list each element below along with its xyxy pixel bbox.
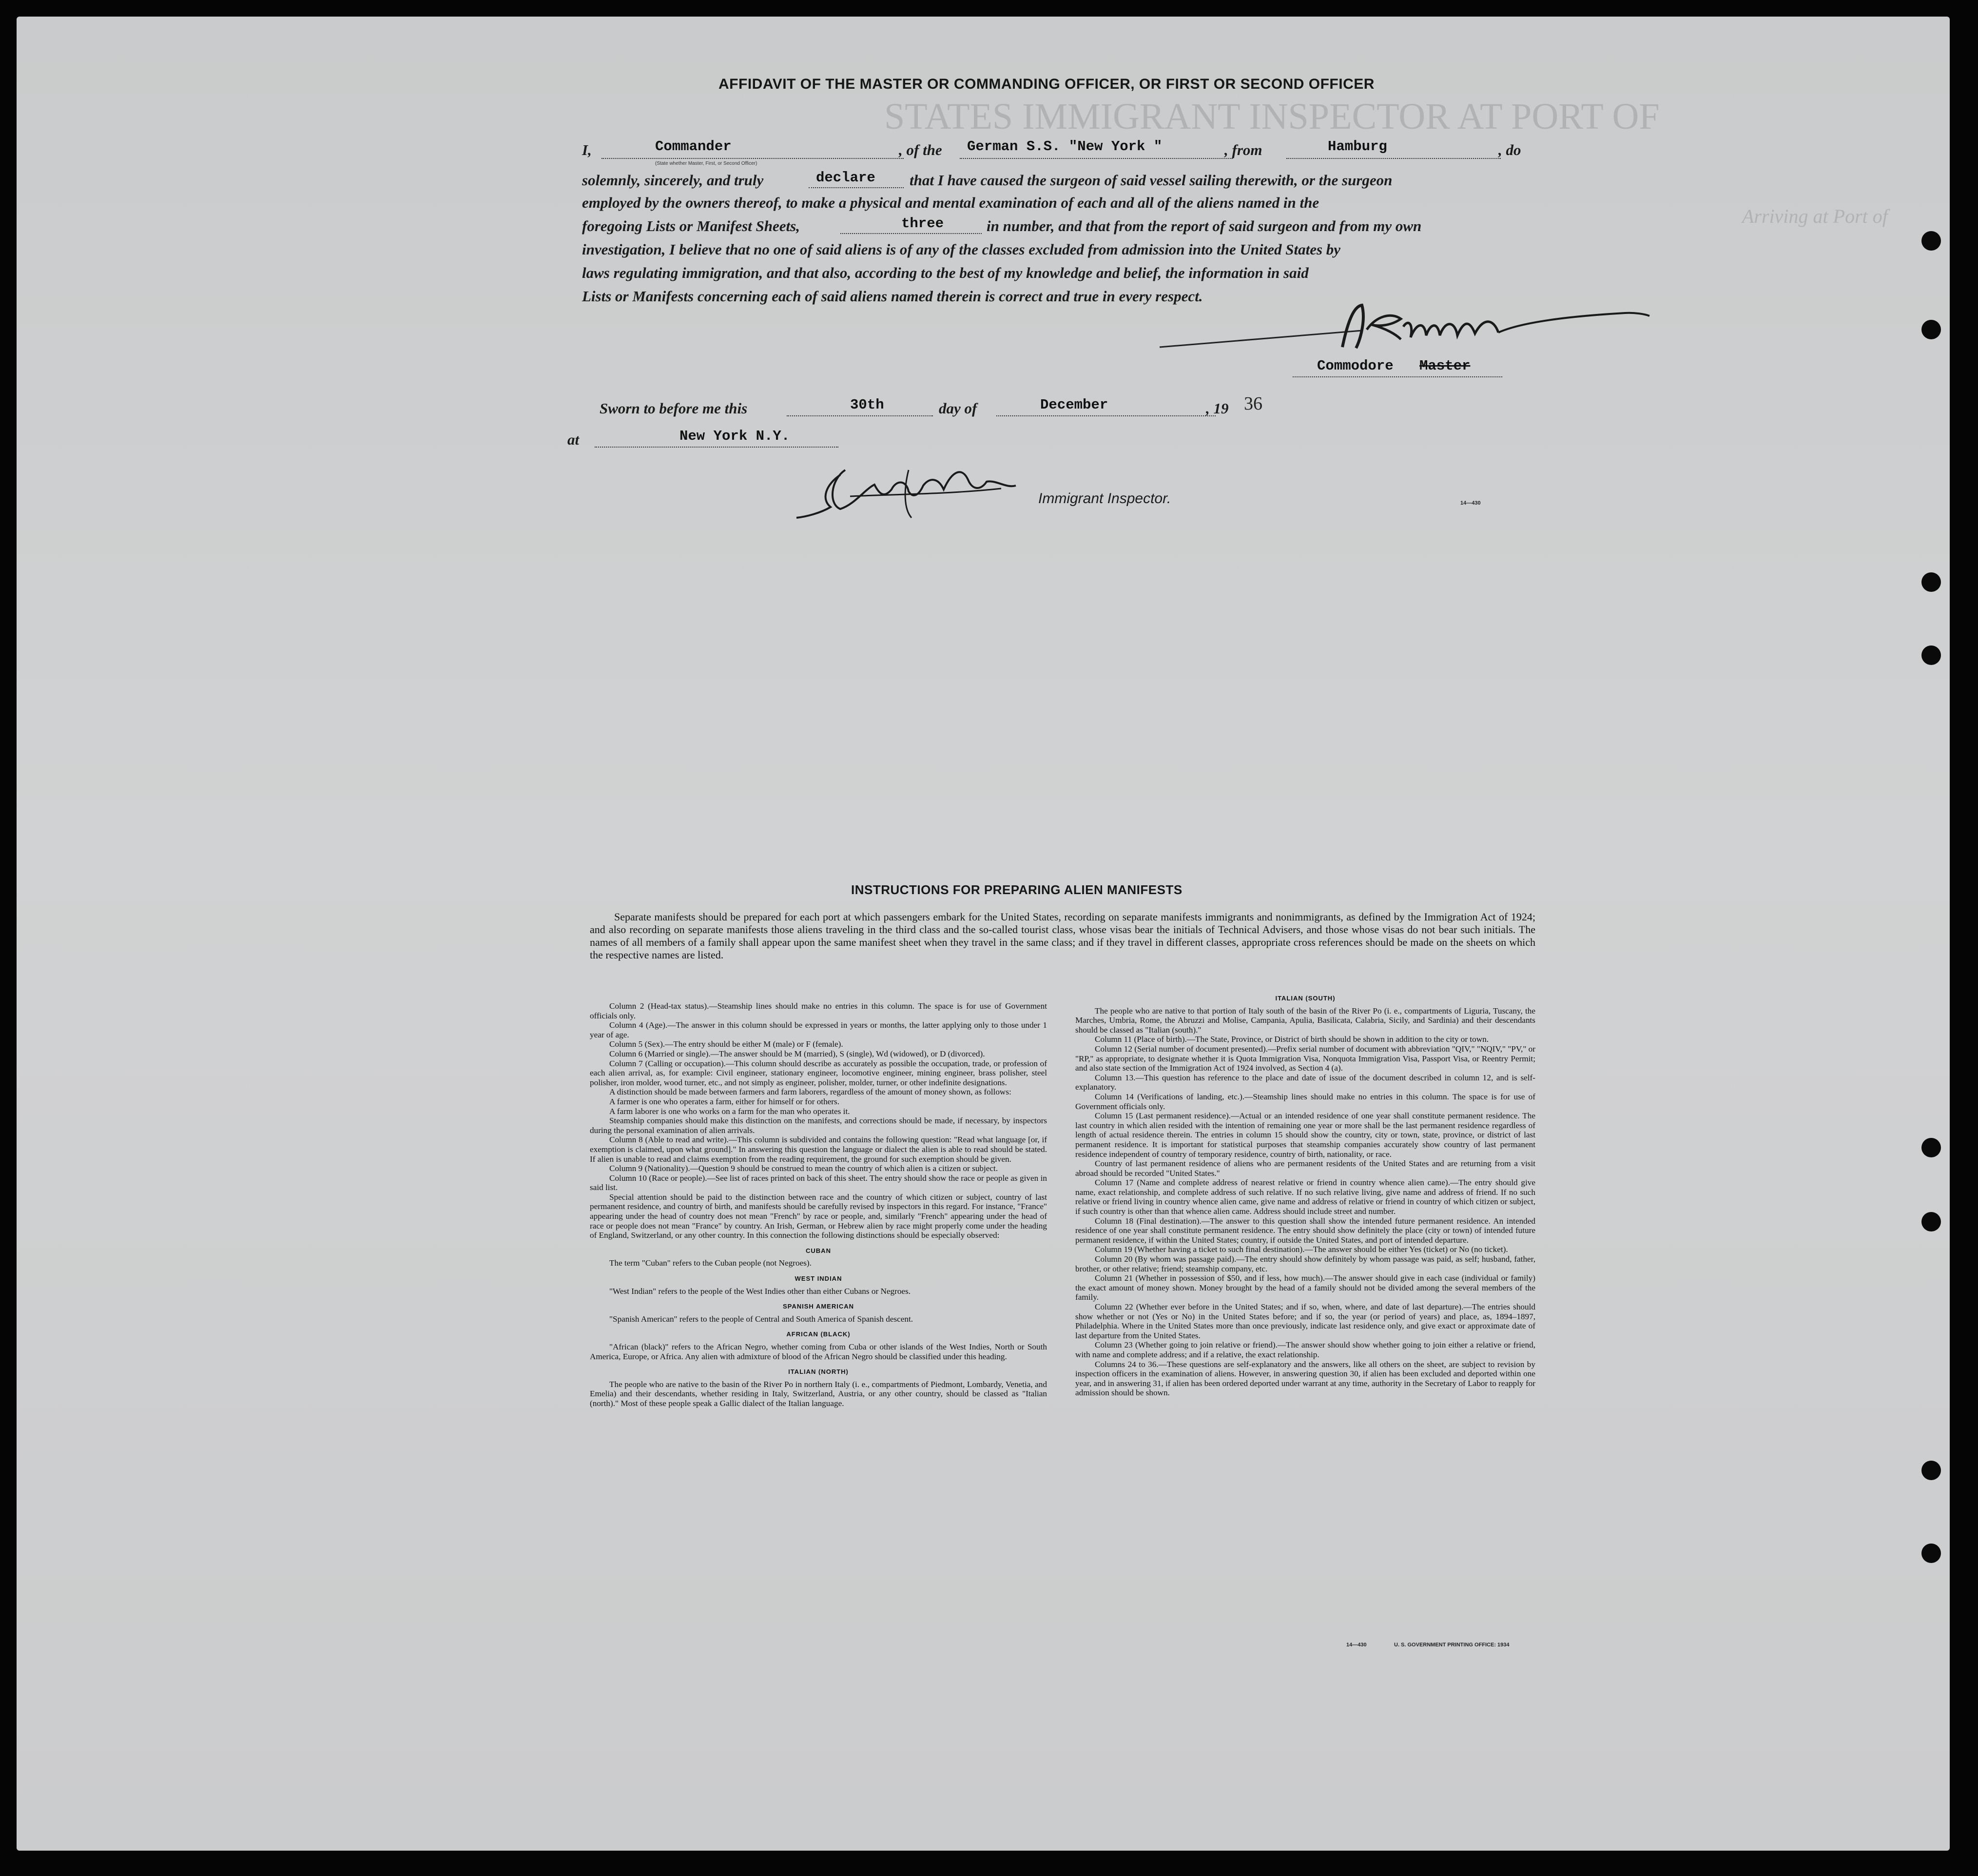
col-21-text: Column 21 (Whether in possession of $50, and if less, how much).—The answer should give in each case (individual or family) the exact amount of money shown. Money brought by the head of a family should not be divided among the several members of the family. (1075, 1273, 1535, 1302)
col-13-text: Column 13.—This question has reference to the place and date of issue of the document described in column 12, and is self-explanatory. (1075, 1073, 1535, 1092)
col-12-text: Column 12 (Serial number of document presented).—Prefix serial number of document with abbreviation "QIV," "NQIV," "PV," or "RP," as appropriate, to designate whether it is Quota Immigration Visa, Nonquota Immigration Visa, Passport Visa, or Reentry Permit; and also state section of the Immigration Act of 1924 involved, as Section 4 (a). (1075, 1044, 1535, 1073)
master-signature (1157, 299, 1654, 353)
sworn-place: New York N.Y. (679, 428, 790, 444)
from-label: , from (1224, 141, 1262, 158)
west-indian-heading: WEST INDIAN (795, 1275, 842, 1283)
col-9-text: Column 9 (Nationality).—Question 9 should be construed to mean the country of which alien is a citizen or subject. (609, 1164, 998, 1173)
cuban-heading: CUBAN (806, 1247, 831, 1254)
sheets-count: three (901, 215, 944, 232)
col-4-text: Column 4 (Age).—The answer in this column should be expressed in years or months, the latter applying only to those under 1 year of age. (590, 1020, 1047, 1039)
col-15-text: Column 15 (Last permanent residence).—Actual or an intended residence of one year shall constitute permanent residence. The last country in which alien resided with the intention of remaining one year or more shall be the last permanent residence regardless of length of actual residence therein. The entries in column 15 should show the country, city or town, state, province, or district of last permanent residence. It is important for statistical purposes that steamship companies accurately show country of last permanent residence independent of country of temporary residence, country of birth, nationality, or race. (1075, 1111, 1535, 1159)
affidavit-line-4-start: foregoing Lists or Manifest Sheets, (582, 217, 800, 234)
cuban-text: The term "Cuban" refers to the Cuban people (not Negroes). (609, 1258, 812, 1268)
col-10-text: Column 10 (Race or people).—See list of races printed on back of this sheet. The entry should show the race or people as given in said list. (590, 1173, 1047, 1192)
country-last-residence-text: Country of last permanent residence of aliens who are permanent residents of the United States and are returning from a visit abroad should be recorded "United States." (1075, 1159, 1535, 1178)
affidavit-title: AFFIDAVIT OF THE MASTER OR COMMANDING OFFICER, OR FIRST OR SECOND OFFICER (718, 76, 1375, 92)
bleed-through-header: STATES IMMIGRANT INSPECTOR AT PORT OF (884, 96, 1660, 137)
affidavit-line-2: that I have caused the surgeon of said vessel sailing therewith, or the surgeon (910, 172, 1393, 189)
rank-value: Commander (655, 138, 732, 155)
instructions-right-column (1075, 994, 1535, 1398)
sworn-label: Sworn to before me this (600, 400, 748, 417)
african-text: "African (black)" refers to the African Negro, whether coming from Cuba or other islands of the West Indies, North or South America, Europe, or Africa. Any alien with admixture of blood of the African Negro should be classified under this heading. (590, 1342, 1047, 1361)
of-the-label: , of the (899, 141, 942, 158)
affidavit-line-3: employed by the owners thereof, to make a physical and mental examination of each and all of the aliens named in the (582, 194, 1319, 211)
col-6-text: Column 6 (Married or single).—The answer should be M (married), S (single), Wd (widowed), or D (divorced). (609, 1049, 985, 1058)
sworn-month: December (1040, 397, 1108, 413)
col-8-text: Column 8 (Able to read and write).—This column is subdivided and contains the following question: "Read what language [or, if exemption is claimed, upon what ground]." In answering this question the language or dialect the alien is able to read should be stated. If alien is unable to read and claims exemption from the reading requirement, the ground for such exemption should be given. (590, 1135, 1047, 1164)
declare-value: declare (816, 170, 875, 186)
laborer-text: A farm laborer is one who works on a farm for the man who operates it. (609, 1106, 850, 1116)
col-20-text: Column 20 (By whom was passage paid).—The entry should show definitely by whom passage was paid, as self; husband, father, brother, or other relative; friend; steamship company, etc. (1075, 1254, 1535, 1273)
affidavit-form-number: 14—430 (1460, 500, 1481, 506)
african-heading: AFRICAN (BLACK) (786, 1330, 851, 1338)
spanish-american-text: "Spanish American" refers to the people of Central and South America of Spanish descent. (609, 1314, 913, 1324)
italian-north-heading: ITALIAN (NORTH) (788, 1368, 849, 1376)
solemnly-label: solemnly, sincerely, and truly (582, 172, 764, 189)
rank-note: (State whether Master, First, or Second Officer) (655, 161, 757, 166)
col-19-text: Column 19 (Whether having a ticket to such final destination).—The answer should be either Yes (ticket) or No (no ticket). (1095, 1245, 1508, 1254)
instructions-left-column (590, 1001, 1047, 1408)
col-18-text: Column 18 (Final destination).—The answer to this question shall show the intended future permanent residence. An intended residence of one year shall constitute permanent residence. The entry should show definitely the place (city or town) of intended future permanent residence, if within the United States; country, if outside the United States, and port of intended departure. (1075, 1216, 1535, 1245)
italian-north-text: The people who are native to the basin of the River Po in northern Italy (i. e., compartments of Piedmont, Lombardy, Venetia, and Emelia) and their descendants, whether residing in Italy, Switzerland, Austria, or any other country, should be classed as "Italian (north)." Most of these people speak a Gallic dialect of the Italian language. (590, 1379, 1047, 1408)
do-label: , do (1498, 141, 1521, 158)
steamship-text: Steamship companies should make this distinction on the manifests, and corrections should be made, if necessary, by inspectors during the personal examination of alien arrivals. (590, 1116, 1047, 1135)
col-2-text: Column 2 (Head-tax status).—Steamship lines should make no entries in this column. The space is for use of Government officials only. (590, 1001, 1047, 1020)
affidavit-line-6: laws regulating immigration, and that also, according to the best of my knowledge and belief, the information in said (582, 264, 1309, 281)
affidavit-line-4-end: in number, and that from the report of said surgeon and from my own (987, 217, 1422, 234)
sworn-day: 30th (850, 397, 884, 413)
printing-office-note: U. S. GOVERNMENT PRINTING OFFICE: 1934 (1394, 1642, 1510, 1648)
manifest-sheet (17, 17, 1950, 1851)
year-prefix: , 19 (1206, 400, 1229, 417)
day-of-label: day of (939, 400, 977, 417)
col-22-text: Column 22 (Whether ever before in the United States; and if so, when, where, and date of last departure).—The entries should show whether or not (Yes or No) in the United States before; and if so, the year (or period of years) and place, as, 1894–1897, Philadelphia. Where in the United States more than once previously, indicate last residence only, and give exact or approximate date of last departure from the United States. (1075, 1302, 1535, 1340)
instructions-form-number: 14—430 (1346, 1642, 1367, 1648)
signature-title: Commodore (1317, 358, 1394, 374)
vessel-name: German S.S. "New York " (967, 138, 1163, 155)
affidavit-line-7: Lists or Manifests concerning each of said aliens named therein is correct and true in every respect. (582, 288, 1203, 305)
col-11-text: Column 11 (Place of birth).—The State, Province, or District of birth should be shown in addition to the city or town. (1095, 1035, 1489, 1044)
at-label: at (567, 431, 580, 448)
affidavit-line-5: investigation, I believe that no one of said aliens is of any of the classes excluded from admission into the United States by (582, 241, 1341, 258)
special-attention-text: Special attention should be paid to the distinction between race and the country of which citizen or subject, country of last permanent residence, and country of birth, and manifests should be carefully revised by inspectors in this regard. For instance, "France" appearing under the head of country does not mean "French" by race or people, and, similarly "French" appearing under the head of race or people does not mean "France" by country. An Irish, German, or Hebrew alien by race might properly come under the heading of England, Switzerland, or any other country. In this connection the following distinctions should be especially observed: (590, 1192, 1047, 1240)
spanish-american-heading: SPANISH AMERICAN (782, 1303, 854, 1310)
struck-word: Master (1419, 358, 1471, 374)
instructions-intro: Separate manifests should be prepared for each port at which passengers embark for the United States, recording on separate manifests immigrants and nonimmigrants, as defined by the Immigration Act of 1924; and also recording on separate manifests those aliens traveling in the third class and the so-called tourist class, whose visas bear the initials of Technical Advisers, and those whose visas do not bear such initials. The names of all members of a family shall appear upon the same manifest sheet when they travel in the same class; and if they travel in different classes, appropriate cross references should be made on the sheets on which the respective names are listed. (590, 911, 1535, 961)
inspector-label: Immigrant Inspector. (1038, 490, 1171, 507)
col-7-text: Column 7 (Calling or occupation).—This column should describe as accurately as possible the occupation, trade, or profession of each alien arrival, as, for example: Civil engineer, stationary engineer, locomotive engineer, mining engineer, brass polisher, steel polisher, iron molder, wood turner, etc., and not simply as engineer, polisher, molder, turner, or other indefinite designations. (590, 1058, 1047, 1087)
italian-south-heading: ITALIAN (SOUTH) (1275, 995, 1336, 1002)
west-indian-text: "West Indian" refers to the people of the West Indies other than either Cubans or Negroes. (609, 1286, 911, 1296)
departure-port: Hamburg (1328, 138, 1387, 155)
col-14-text: Column 14 (Verifications of landing, etc.).—Steamship lines should make no entries in this column. The space is for use of Government officials only. (1075, 1092, 1535, 1111)
distinction-text: A distinction should be made between farmers and farm laborers, regardless of the amount of money shown, as follows: (609, 1087, 1011, 1097)
bleed-through-arriving: Arriving at Port of (1742, 205, 1888, 227)
year-suffix: 36 (1244, 393, 1262, 414)
col-24-36-text: Columns 24 to 36.—These questions are self-explanatory and the answers, like all others on the sheet, are subject to revision by inspection officers in the examination of aliens. However, in answering question 30, if alien has been excluded and deported within one year, and in answering 31, if alien has been ordered deported under warrant at any time, authority in the Secretary of Labor to reapply for admission should be shown. (1075, 1359, 1535, 1398)
col-17-text: Column 17 (Name and complete address of nearest relative or friend in country whence alien came).—The entry should give name, exact relationship, and complete address of such relative. If no such relative living, give name and address of friend. If no such relative or friend living in country whence alien came, give name and address of relative or friend in country of which citizen or subject, if such country is other than that whence alien came. Address should include street and number. (1075, 1178, 1535, 1216)
col-5-text: Column 5 (Sex).—The entry should be either M (male) or F (female). (609, 1039, 843, 1049)
col-23-text: Column 23 (Whether going to join relative or friend).—The answer should show whether going to join either a relative or friend, with name and complete address; and if a relative, the exact relationship. (1075, 1340, 1535, 1359)
instructions-title: INSTRUCTIONS FOR PREPARING ALIEN MANIFESTS (851, 882, 1183, 897)
i-label: I, (582, 141, 592, 158)
farmer-text: A farmer is one who operates a farm, either for himself or for others. (609, 1096, 840, 1106)
inspector-signature (792, 460, 1065, 524)
italian-south-text: The people who are native to that portion of Italy south of the basin of the River Po (i. e., compartments of Liguria, Tuscany, the Marches, Umbria, Rome, the Abruzzi and Molise, Campania, Apulia, Basilicata, Calabria, Sicily, and Sardinia) and their descendants should be classed as "Italian (south)." (1075, 1006, 1535, 1035)
